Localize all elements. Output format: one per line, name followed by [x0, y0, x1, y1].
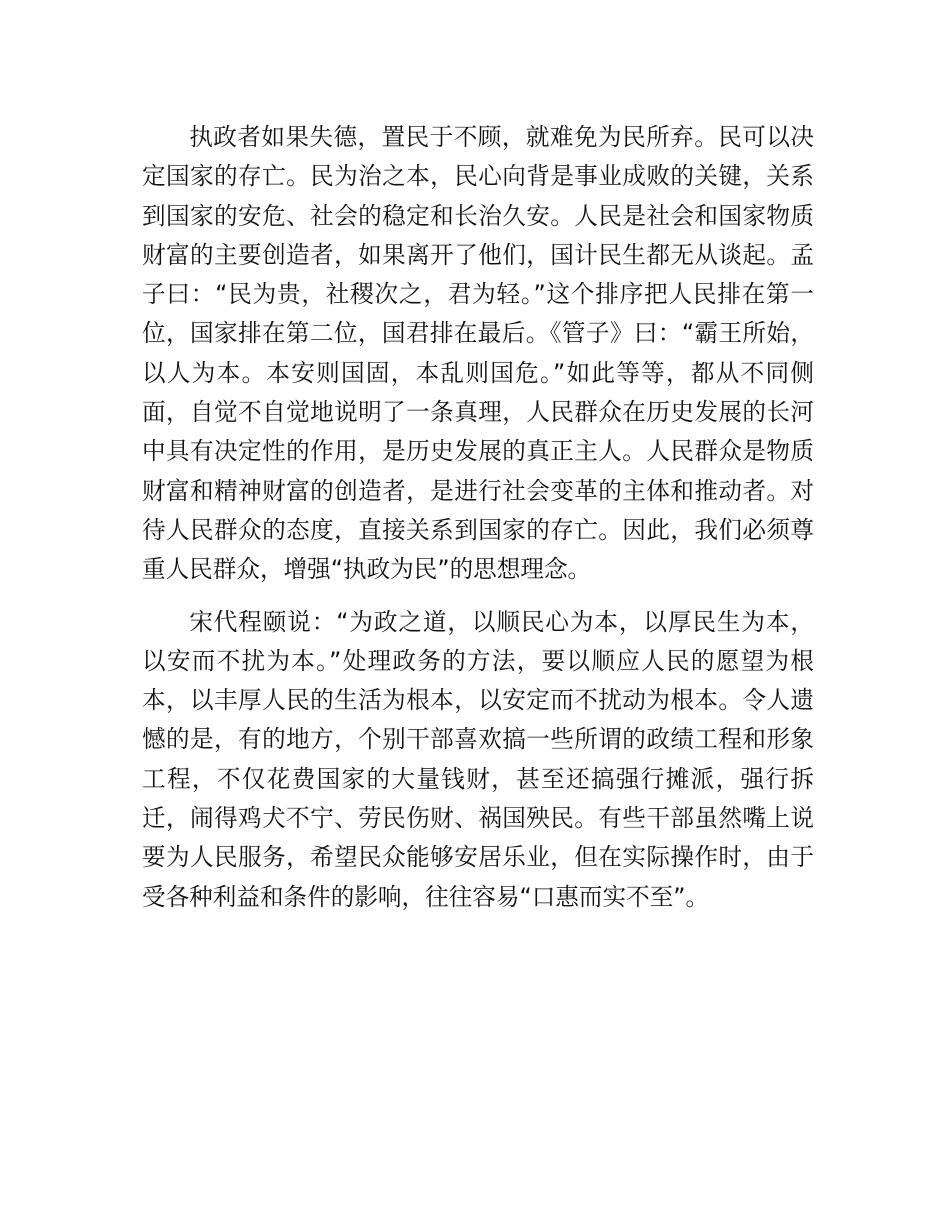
document-body [142, 118, 814, 917]
paragraph-2: 宋代程颐说：“为政之道，以顺民心为本，以厚民生为本，以安而不扰为本。”处理政务的方法，要以顺应人民的愿望为根本，以丰厚人民的生活为根本，以安定而不扰动为根本。令人遗憾的是，有的地方，个别干部喜欢搞一些所谓的政绩工程和形象工程，不仅花费国家的大量钱财，甚至还搞强行摊派，强行拆迁，闹得鸡犬不宁、劳民伤财、祸国殃民。有些干部虽然嘴上说要为人民服务，希望民众能够安居乐业，但在实际操作时，由于受各种利益和条件的影响，往往容易“口惠而实不至”。 [142, 607, 814, 911]
paragraph-1: 执政者如果失德，置民于不顾，就难免为民所弃。民可以决定国家的存亡。民为治之本，民心向背是事业成败的关键，关系到国家的安危、社会的稳定和长治久安。人民是社会和国家物质财富的主要创造者，如果离开了他们，国计民生都无从谈起。孟子曰：“民为贵，社稷次之，君为轻。”这个排序把人民排在第一位，国家排在第二位，国君排在最后。《管子》曰：“霸王所始，以人为本。本安则国固，本乱则国危。”如此等等，都从不同侧面，自觉不自觉地说明了一条真理，人民群众在历史发展的长河中具有决定性的作用，是历史发展的真正主人。人民群众是物质财富和精神财富的创造者，是进行社会变革的主体和推动者。对待人民群众的态度，直接关系到国家的存亡。因此，我们必须尊重人民群众，增强“执政为民”的思想理念。 [142, 123, 814, 584]
